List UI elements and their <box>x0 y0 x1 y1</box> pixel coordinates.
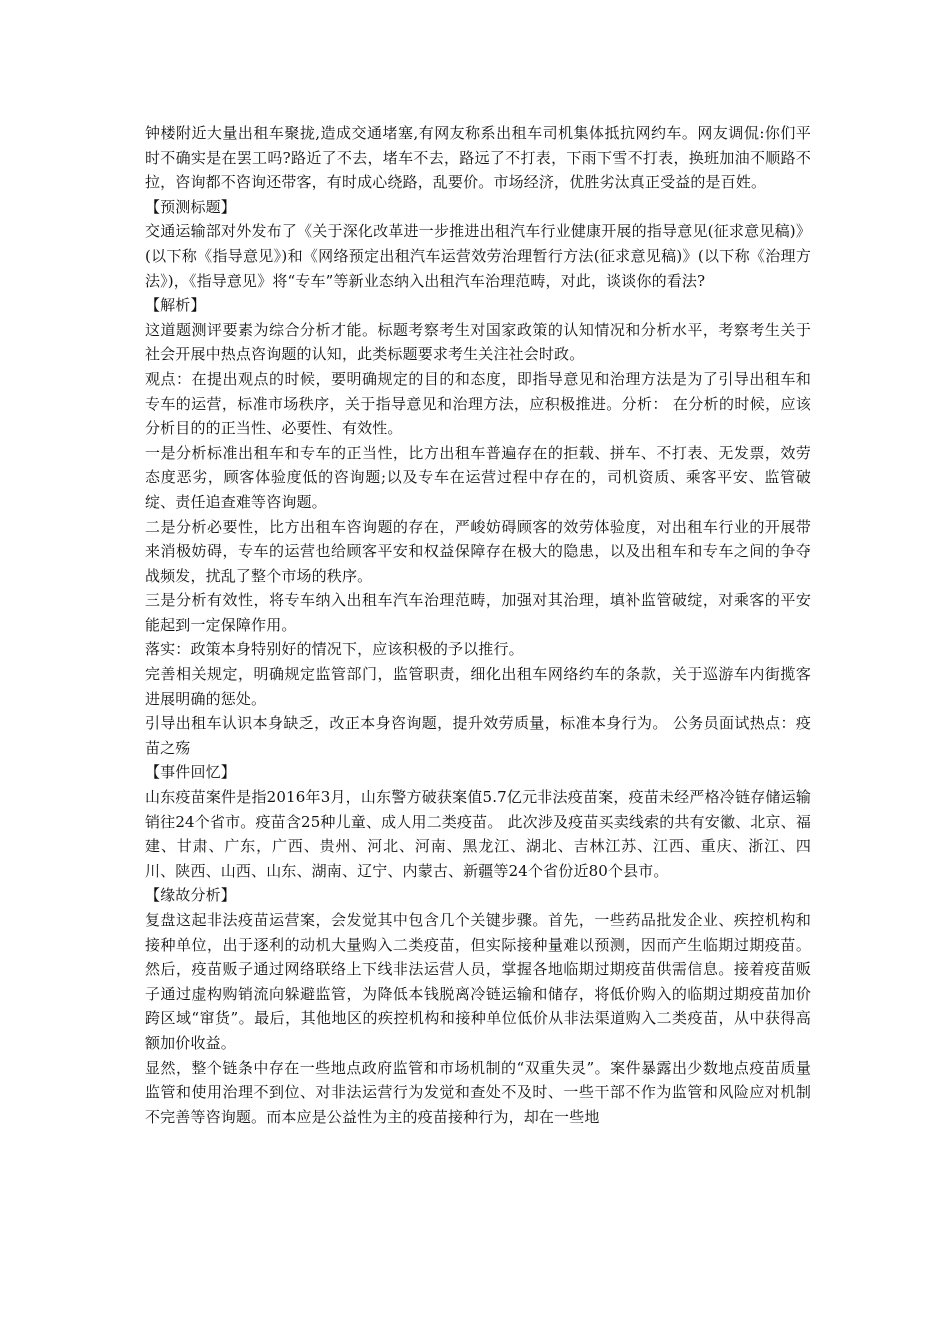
paragraph: 观点：在提出观点的时候，要明确规定的目的和态度，即指导意见和治理方法是为了引导出租车和专车的运营，标准市场秩序，关于指导意见和治理方法，应积极推进。分析： 在分析的时候，应该分析目的的正当性、必要性、有效性。 <box>145 369 811 438</box>
document-body <box>145 121 811 1129</box>
paragraph: 这道题测评要素为综合分析才能。标题考察考生对国家政策的认知情况和分析水平，考察考生关于社会开展中热点咨询题的认知，此类标题要求考生关注社会时政。 <box>145 320 811 364</box>
section-heading: 【事件回忆】 <box>145 763 236 782</box>
paragraph: 一是分析标准出租车和专车的正当性，比方出租车普遍存在的拒载、拼车、不打表、无发票，效劳态度恶劣，顾客体验度低的咨询题;以及专车在运营过程中存在的，司机资质、乘客平安、监管破绽、责任追查难等咨询题。 <box>145 443 811 511</box>
paragraph: 完善相关规定，明确规定监管部门，监管职责，细化出租车网络约车的条款，关于巡游车内街揽客进展明确的惩处。 <box>145 665 811 708</box>
section-heading: 【预测标题】 <box>145 197 236 216</box>
paragraph: 交通运输部对外发布了《关于深化改革进一步推进出租汽车行业健康开展的指导意见(征求意见稿)》(以下称《指导意见》)和《网络预定出租汽车运营效劳治理暂行方法(征求意见稿)》(以下称《治理方法》)，《指导意见》将“专车”等新业态纳入出租汽车治理范畴，对此，谈谈你的看法? <box>145 222 811 290</box>
paragraph: 山东疫苗案件是指2016年3月，山东警方破获案值5.7亿元非法疫苗案，疫苗未经严格冷链存储运输销往24个省市。疫苗含25种儿童、成人用二类疫苗。 此次涉及疫苗买卖线索的共有安徽、北京、福建、甘肃、广东，广西、贵州、河北、河南、黑龙江、湖北、吉林江苏、江西、重庆、浙江、四川、陕西、山西、山东、湖南、辽宁、内蒙古、新疆等24个省份近80个县市。 <box>145 788 811 880</box>
paragraph: 引导出租车认识本身缺乏，改正本身咨询题，提升效劳质量，标准本身行为。 公务员面试热点：疫苗之殇 <box>145 714 811 757</box>
section-heading: 【缘故分析】 <box>145 886 236 905</box>
section-heading: 【解析】 <box>145 296 206 315</box>
paragraph: 二是分析必要性，比方出租车咨询题的存在，严峻妨碍顾客的效劳体验度，对出租车行业的开展带来消极妨碍，专车的运营也给顾客平安和权益保障存在极大的隐患，以及出租车和专车之间的争夺战频发，扰乱了整个市场的秩序。 <box>145 517 811 585</box>
paragraph: 落实：政策本身特别好的情况下，应该积极的予以推行。 <box>145 640 524 659</box>
paragraph: 显然，整个链条中存在一些地点政府监管和市场机制的“双重失灵”。案件暴露出少数地点疫苗质量监管和使用治理不到位、对非法运营行为发觉和查处不及时、一些干部不作为监管和风险应对机制不完善等咨询题。而本应是公益性为主的疫苗接种行为，却在一些地 <box>145 1058 811 1126</box>
paragraph: 三是分析有效性，将专车纳入出租车汽车治理范畴，加强对其治理，填补监管破绽，对乘客的平安能起到一定保障作用。 <box>145 591 811 634</box>
paragraph: 复盘这起非法疫苗运营案，会发觉其中包含几个关键步骤。首先，一些药品批发企业、疾控机构和接种单位，出于逐利的动机大量购入二类疫苗，但实际接种量难以预测，因而产生临期过期疫苗。然后，疫苗贩子通过网络联络上下线非法运营人员，掌握各地临期过期疫苗供需信息。接着疫苗贩子通过虚构购销流向躲避监管，为降低本钱脱离冷链运输和储存，将低价购入的临期过期疫苗加价跨区域“窜货”。最后，其他地区的疾控机构和接种单位低价从非法渠道购入二类疫苗，从中获得高额加价收益。 <box>145 911 811 1052</box>
paragraph: 钟楼附近大量出租车聚拢,造成交通堵塞,有网友称系出租车司机集体抵抗网约车。网友调侃:你们平时不确实是在罢工吗?路近了不去，堵车不去，路远了不打表，下雨下雪不打表，换班加油不顺路不拉，咨询都不咨询还带客，有时成心绕路，乱要价。市场经济，优胜劣汰真正受益的是百姓。 <box>145 124 811 192</box>
